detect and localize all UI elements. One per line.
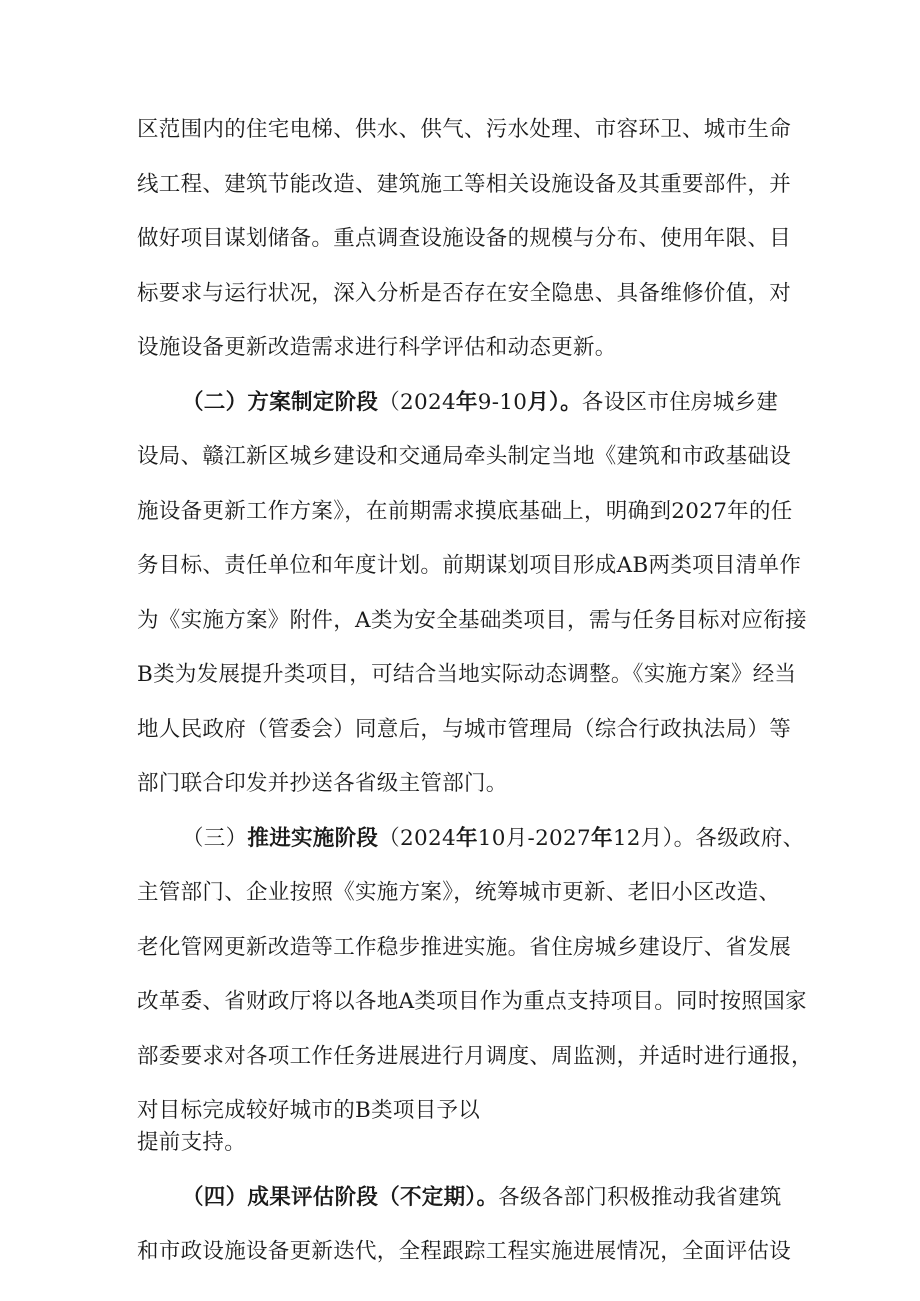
intro-line-1: 区范围内的住宅电梯、供水、供气、污水处理、市容环卫、城市生命 <box>137 117 792 142</box>
section-3-line-5: 部委要求对各项工作任务进展进行月调度、周监测，并适时进行通报， <box>137 1044 813 1069</box>
intro-line-5: 设施设备更新改造需求进行科学评估和动态更新。 <box>137 335 617 360</box>
section-3-first-line-text: 。各级政府、 <box>673 826 805 851</box>
section-3-line-7: 提前支持。 <box>137 1130 247 1155</box>
section-2-heading: （二）方案制定阶段 <box>182 390 379 415</box>
section-3-date-open: （2024 <box>378 826 456 851</box>
section-3-number: （三） <box>182 826 248 851</box>
section-3-date-mid: 10月-2027 <box>477 826 591 851</box>
section-3-year-char-2: 年 <box>591 826 613 851</box>
section-2-line-7: 地人民政府（管委会）同意后，与城市管理局（综合行政执法局）等 <box>137 717 792 742</box>
section-2-period: 。 <box>560 390 582 415</box>
section-3-year-char-1: 年 <box>455 826 478 851</box>
section-2-first-line-text: 各设区市住房城乡建 <box>581 390 779 415</box>
section-2-line-5: 为《实施方案》附件，A类为安全基础类项目，需与任务目标对应衔接 <box>137 608 807 633</box>
section-3-line-2: 主管部门、企业按照《实施方案》，统筹城市更新、老旧小区改造、 <box>137 880 781 905</box>
section-2-line-3: 施设备更新工作方案》，在前期需求摸底基础上，明确到2027年的任 <box>137 499 793 524</box>
section-2-date-close: 月） <box>527 390 561 415</box>
section-2-heading-line <box>182 388 797 418</box>
section-4-heading: （四）成果评估阶段（不定期）。 <box>182 1185 499 1210</box>
section-2-month-range: 9-10 <box>477 390 528 415</box>
intro-line-4: 标要求与运行状况，深入分析是否存在安全隐患、具备维修价值，对 <box>137 281 792 306</box>
section-2-line-6: B类为发展提升类项目，可结合当地实际动态调整。《实施方案》经当 <box>137 662 797 687</box>
section-3-line-6: 对目标完成较好城市的B类项目予以 <box>137 1098 481 1123</box>
section-2-year-char: 年 <box>455 390 478 415</box>
section-4-line-2: 和市政设施设备更新迭代，全程跟踪工程实施进展情况，全面评估设 <box>137 1239 792 1264</box>
section-2-date-open: （2024 <box>378 390 456 415</box>
section-2-line-4: 务目标、责任单位和年度计划。前期谋划项目形成AB两类项目清单作 <box>137 553 802 578</box>
section-3-date-close: 12月） <box>612 826 674 851</box>
section-4-heading-line <box>182 1183 797 1213</box>
section-3-line-4: 改革委、省财政厅将以各地A类项目作为重点支持项目。同时按照国家 <box>137 989 807 1014</box>
intro-line-2: 线工程、建筑节能改造、建筑施工等相关设施设备及其重要部件，并 <box>137 172 792 197</box>
section-2-line-8: 部门联合印发并抄送各省级主管部门。 <box>137 771 508 796</box>
section-4-first-line-text: 各级各部门积极推动我省建筑 <box>498 1185 782 1210</box>
section-2-line-2: 设局、赣江新区城乡建设和交通局牵头制定当地《建筑和市政基础设 <box>137 444 792 469</box>
section-3-heading: 推进实施阶段 <box>247 826 379 851</box>
section-3-line-3: 老化管网更新改造等工作稳步推进实施。省住房城乡建设厅、省发展 <box>137 935 792 960</box>
section-3-heading-line <box>182 824 805 854</box>
intro-line-3: 做好项目谋划储备。重点调查设施设备的规模与分布、使用年限、目 <box>137 226 792 251</box>
